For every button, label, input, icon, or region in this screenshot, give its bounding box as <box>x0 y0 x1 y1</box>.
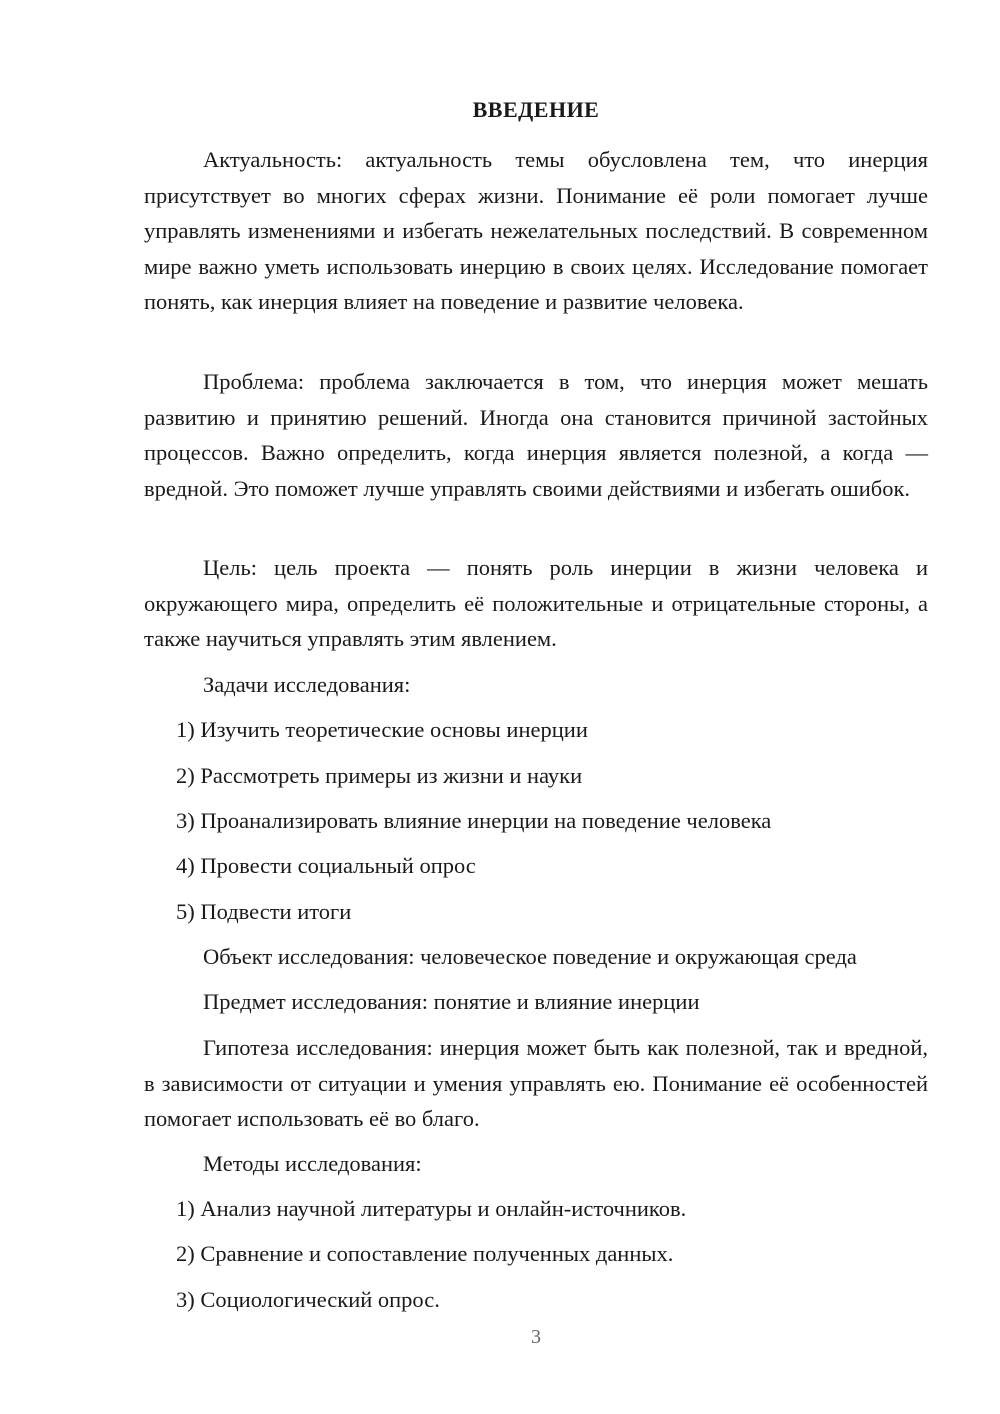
method-item-3: 3) Социологический опрос. <box>176 1287 440 1312</box>
object-line: Объект исследования: человеческое поведение и окружающая среда <box>203 944 857 969</box>
page-number: 3 <box>531 1326 541 1348</box>
method-item-1: 1) Анализ научной литературы и онлайн-источников. <box>176 1196 687 1221</box>
methods-heading: Методы исследования: <box>203 1151 422 1176</box>
relevance-paragraph: Актуальность: актуальность темы обусловлена тем, что инерция присутствует во многих сферах жизни. Понимание её роли помогает лучше управлять изменениями и избегать нежелательных последствий. В современном мире важно уметь использовать инерцию в своих целях. Исследование помогает понять, как инерция влияет на поведение и развитие человека. <box>144 147 928 314</box>
task-item-3: 3) Проанализировать влияние инерции на поведение человека <box>176 808 772 833</box>
task-item-2: 2) Рассмотреть примеры из жизни и науки <box>176 763 583 788</box>
task-item-4: 4) Провести социальный опрос <box>176 853 476 878</box>
task-item-1: 1) Изучить теоретические основы инерции <box>176 717 588 742</box>
method-item-2: 2) Сравнение и сопоставление полученных данных. <box>176 1241 674 1266</box>
goal-paragraph: Цель: цель проекта — понять роль инерции в жизни человека и окружающего мира, определить её положительные и отрицательные стороны, а также научиться управлять этим явлением. <box>144 555 928 651</box>
page-title: ВВЕДЕНИЕ <box>472 97 600 122</box>
problem-paragraph: Проблема: проблема заключается в том, что инерция может мешать развитию и принятию решений. Иногда она становится причиной застойных процессов. Важно определить, когда инерция является полезной, а когда — вредной. Это поможет лучше управлять своими действиями и избегать ошибок. <box>144 369 928 501</box>
subject-line: Предмет исследования: понятие и влияние инерции <box>203 989 700 1014</box>
hypothesis-paragraph: Гипотеза исследования: инерция может быть как полезной, так и вредной, в зависимости от ситуации и умения управлять ею. Понимание её особенностей помогает использовать её во благо. <box>144 1035 928 1131</box>
task-item-5: 5) Подвести итоги <box>176 899 352 924</box>
tasks-heading: Задачи исследования: <box>203 672 411 697</box>
